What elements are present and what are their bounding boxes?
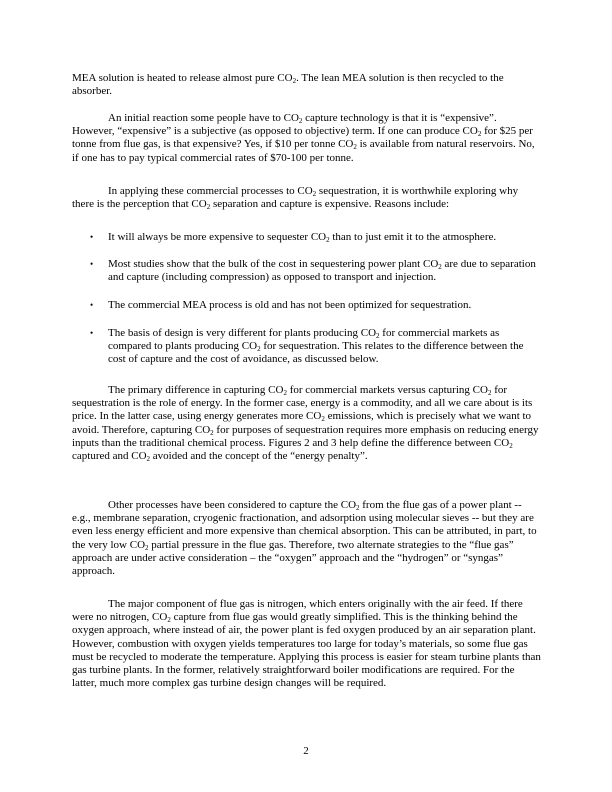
bullet-icon: • <box>90 232 94 242</box>
list-item: • The commercial MEA process is old and has not been optimized for sequestration. <box>90 299 472 311</box>
paragraph-oxygen-approach: The major component of flue gas is nitrogen, which enters originally with the air feed. If there were no nitrogen, $CO_2$ capture from flue gas would greatly simplified. This is the thinking behind the oxygen approach, where instead of air, the power plant is fed oxygen produced by an air separation plant. However, combustion with oxygen yields temperatures too large for today’s materials, so some flue gas must be recycled to moderate the temperature. Applying this process is easier for steam turbine plants than gas turbine plants. In the former, relatively straightforward boiler modifications are required. For the latter, much more complex gas turbine design changes will be required. <box>72 598 541 690</box>
bullet-icon: • <box>90 300 94 310</box>
paragraph-perception-intro: In applying these commercial processes to $CO_2$ sequestration, it is worthwhile exploring why there is the perception that $CO_2$ separation and capture is expensive. Reasons include: <box>72 185 519 212</box>
paragraph-mea-recycle: MEA solution is heated to release almost pure $CO_2$. The lean MEA solution is then recycled to the absorber. <box>72 72 504 98</box>
page-number: 2 <box>303 745 309 757</box>
paragraph-expensive-reaction: An initial reaction some people have to $CO_2$ capture technology is that it is “expensive”. However, “expensive” is a subjective (as opposed to objective) term. If one can produce $CO_2$ for $25 per tonne from flue gas, is that expensive? Yes, if $10 per tonne $CO_2$ is available from natural reservoirs. No, if one has to pay typical commercial rates of $70-100 per tonne. <box>72 112 535 164</box>
list-item: • It will always be more expensive to sequester $CO_2$ than to just emit it to the atmosphere. <box>90 231 497 244</box>
paragraph-role-of-energy: The primary difference in capturing $CO_2$ for commercial markets versus capturing $CO_2$ for sequestration is the role of energy. In the former case, energy is a commodity, and all we care about is its price. In the latter case, using energy generates more $CO_2$ emissions, which is precisely what we want to avoid. Therefore, capturing $CO_2$ for purposes of sequestration requires more emphasis on reducing energy inputs than the traditional chemical process. Figures 2 and 3 help define the difference between $CO_2$ captured and $CO_2$ avoided and the concept of the “energy penalty”. <box>72 384 539 464</box>
list-item: • The basis of design is very different for plants producing $CO_2$ for commercial markets as compared to plants producing $CO_2$ for sequestration. This relates to the difference between the cost of capture and the cost of avoidance, as discussed below. <box>90 327 524 366</box>
list-item: • Most studies show that the bulk of the cost in sequestering power plant $CO_2$ are due to separation and capture (including compression) as opposed to transport and injection. <box>90 258 536 284</box>
paragraph-other-processes: Other processes have been considered to capture the $CO_2$ from the flue gas of a power plant -- e.g., membrane separation, cryogenic fractionation, and adsorption using molecular sieves -- but they are even less energy efficient and more expensive than chemical absorption. This can be attributed, in part, to the very low $CO_2$ partial pressure in the flue gas. Therefore, two alternate strategies to the “flue gas” approach are under active consideration – the “oxygen” approach and the “hydrogen” or “syngas” approach. <box>72 499 537 578</box>
bullet-icon: • <box>90 259 94 269</box>
bullet-icon: • <box>90 328 94 338</box>
